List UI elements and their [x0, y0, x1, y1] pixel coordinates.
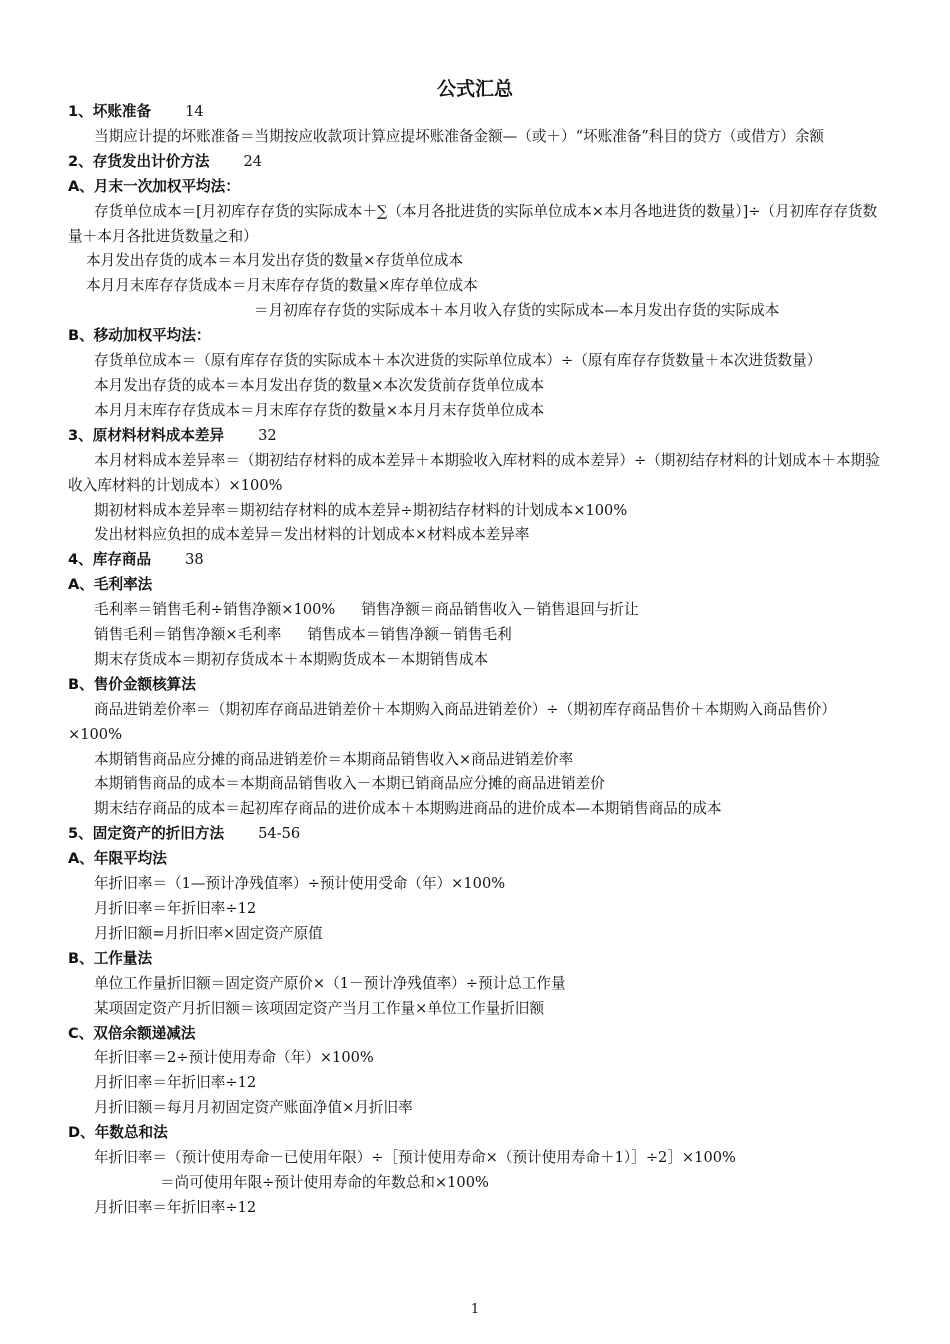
formula-line	[68, 1046, 888, 1071]
section-heading	[68, 847, 888, 872]
heading-text: A、年限平均法	[68, 850, 167, 868]
formula-text: 年折旧率＝（1—预计净残值率）÷预计使用受命（年）×100%	[94, 875, 506, 893]
section-heading	[68, 324, 888, 349]
formula-text: 月折旧率＝年折旧率÷12	[94, 1198, 257, 1216]
section-heading	[68, 573, 888, 598]
formula-text: 存货单位成本＝[月初库存存货的实际成本＋∑（本月各批进货的实际单位成本×本月各地进货的数量）]÷（月初库存存货数量＋本月各批进货数量之和）	[68, 202, 878, 245]
formula-line	[68, 648, 888, 673]
section-heading	[68, 100, 888, 125]
page-reference: 32	[258, 426, 277, 444]
formula-text: 本月月末库存存货成本＝月末库存存货的数量×本月月末存货单位成本	[94, 401, 545, 419]
formula-line	[68, 797, 888, 822]
formula-text: 年折旧率＝2÷预计使用寿命（年）×100%	[94, 1049, 374, 1067]
heading-text: B、移动加权平均法：	[68, 327, 211, 345]
formula-line	[68, 249, 888, 274]
page-title: 公式汇总	[436, 78, 513, 100]
formula-line	[68, 1196, 888, 1221]
heading-text: 5、固定资产的折旧方法	[68, 825, 225, 843]
formula-line	[68, 349, 888, 374]
formula-line	[68, 274, 888, 299]
formula-list	[68, 100, 888, 1221]
heading-text: C、双倍余额递减法	[68, 1024, 196, 1042]
formula-line	[68, 449, 888, 499]
formula-text: 期初材料成本差异率＝期初结存材料的成本差异÷期初结存材料的计划成本×100%	[94, 501, 628, 519]
section-heading	[68, 822, 888, 847]
formula-text: 本期销售商品的成本＝本期商品销售收入－本期已销商品应分摊的商品进销差价	[94, 775, 605, 793]
formula-text: 销售毛利＝销售净额×毛利率	[94, 626, 282, 644]
heading-text: 1、坏账准备	[68, 103, 152, 120]
formula-text: 月折旧率＝年折旧率÷12	[94, 1074, 257, 1092]
formula-line	[68, 1146, 888, 1171]
heading-text: 4、库存商品	[68, 551, 152, 569]
page-reference: 38	[185, 551, 204, 569]
formula-text: 本月发出存货的成本＝本月发出存货的数量×本次发货前存货单位成本	[94, 376, 545, 394]
formula-text: 本月发出存货的成本＝本月发出存货的数量×存货单位成本	[86, 252, 464, 270]
formula-text: 发出材料应负担的成本差异＝发出材料的计划成本×材料成本差异率	[94, 526, 530, 544]
formula-text: 单位工作量折旧额＝固定资产原价×（1－预计净残值率）÷预计总工作量	[94, 974, 566, 992]
page-number: 1	[470, 1302, 480, 1317]
section-heading	[68, 947, 888, 972]
section-heading	[68, 1022, 888, 1047]
section-heading	[68, 673, 888, 698]
formula-text: 销售成本＝销售净额－销售毛利	[307, 626, 512, 644]
formula-text: 年折旧率＝（预计使用寿命－已使用年限）÷［预计使用寿命×（预计使用寿命＋1）］÷2］×100%	[94, 1149, 736, 1167]
section-heading	[68, 548, 888, 573]
page-reference: 14	[185, 103, 204, 120]
heading-text: 2、存货发出计价方法	[68, 152, 210, 170]
formula-line	[68, 1171, 888, 1196]
formula-text: 月折旧额＝每月月初固定资产账面净值×月折旧率	[94, 1099, 413, 1117]
heading-text: 3、原材料材料成本差异	[68, 426, 225, 444]
formula-text: 存货单位成本＝（原有库存存货的实际成本＋本次进货的实际单位成本）÷（原有库存存货数量＋本次进货数量）	[94, 352, 822, 370]
section-heading	[68, 150, 888, 175]
formula-text: ＝月初库存存货的实际成本＋本月收入存货的实际成本—本月发出存货的实际成本	[254, 302, 780, 320]
formula-text: 销售净额＝商品销售收入－销售退回与折让	[361, 601, 639, 619]
formula-text: ＝尚可使用年限÷预计使用寿命的年数总和×100%	[160, 1173, 489, 1191]
formula-line	[68, 399, 888, 424]
formula-line	[68, 897, 888, 922]
formula-text: 某项固定资产月折旧额＝该项固定资产当月工作量×单位工作量折旧额	[94, 999, 545, 1017]
section-heading	[68, 1121, 888, 1146]
formula-text: 本月月末库存存货成本＝月末库存存货的数量×库存单位成本	[86, 277, 478, 295]
formula-line	[68, 997, 888, 1022]
formula-line	[68, 1096, 888, 1121]
formula-text: 期末结存商品的成本＝起初库存商品的进价成本＋本期购进商品的进价成本—本期销售商品的成本	[94, 800, 722, 818]
heading-text: A、月末一次加权平均法：	[68, 177, 240, 195]
section-heading	[68, 424, 888, 449]
formula-text: 商品进销差价率＝（期初库存商品进销差价＋本期购入商品进销差价）÷（期初库存商品售价＋本期购入商品售价）×100%	[68, 700, 836, 743]
formula-line	[68, 698, 888, 748]
formula-line	[68, 922, 888, 947]
heading-text: A、毛利率法	[68, 576, 153, 594]
heading-text: B、工作量法	[68, 949, 153, 967]
formula-line	[68, 499, 888, 524]
formula-line	[68, 299, 888, 324]
formula-line	[68, 748, 888, 773]
heading-text: D、年数总和法	[68, 1124, 168, 1142]
formula-text: 期末存货成本＝期初存货成本＋本期购货成本－本期销售成本	[94, 650, 489, 668]
formula-line	[68, 1071, 888, 1096]
formula-text: 毛利率＝销售毛利÷销售净额×100%	[94, 601, 336, 619]
formula-line	[68, 972, 888, 997]
formula-text: 本期销售商品应分摊的商品进销差价＝本期商品销售收入×商品进销差价率	[94, 750, 574, 768]
section-heading	[68, 175, 888, 200]
heading-text: B、售价金额核算法	[68, 675, 196, 693]
page-reference: 24	[243, 152, 263, 170]
formula-line	[68, 598, 888, 623]
formula-line	[68, 200, 888, 250]
formula-line	[68, 623, 888, 648]
formula-line	[68, 872, 888, 897]
formula-text: 本月材料成本差异率＝（期初结存材料的成本差异＋本期验收入库材料的成本差异）÷（期初结存材料的计划成本＋本期验收入库材料的计划成本）×100%	[68, 451, 880, 494]
formula-line	[68, 772, 888, 797]
formula-text: 当期应计提的坏账准备＝当期按应收款项计算应提坏账准备金额—（或＋）“坏账准备”科目的贷方（或借方）余额	[94, 127, 825, 145]
formula-text: 月折旧额=月折旧率×固定资产原值	[94, 924, 323, 942]
formula-line	[68, 374, 888, 399]
formula-line	[68, 523, 888, 548]
formula-line	[68, 125, 888, 150]
formula-text: 月折旧率＝年折旧率÷12	[94, 900, 257, 917]
page-reference: 54-56	[258, 825, 301, 843]
